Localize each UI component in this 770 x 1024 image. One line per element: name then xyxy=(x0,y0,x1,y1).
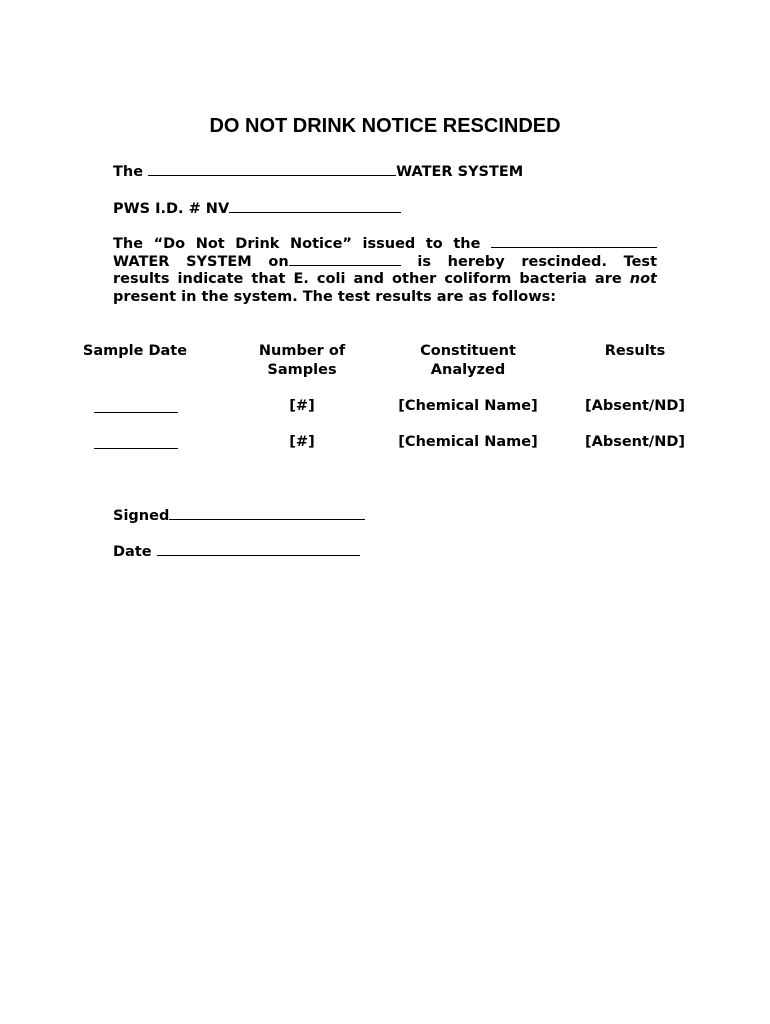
paragraph-row-4-text: present in the system. The test results are as follows: xyxy=(113,289,557,305)
paragraph-row-2-prefix: WATER SYSTEM on xyxy=(113,254,289,270)
row-1-result: [Absent/ND] xyxy=(584,398,686,414)
water-system-name-blank xyxy=(148,162,396,176)
rescind-paragraph xyxy=(113,234,657,306)
pws-id-blank xyxy=(229,199,401,213)
paragraph-row-2-suffix: is hereby rescinded. Test xyxy=(417,254,657,270)
pws-id-line xyxy=(113,199,401,218)
paragraph-row-3-prefix: results indicate that E. coli and other coliform bacteria are xyxy=(113,271,622,287)
row-1-number: [#] xyxy=(289,398,315,414)
date-line xyxy=(113,542,360,561)
header-sample-date: Sample Date xyxy=(82,343,188,359)
date-blank xyxy=(157,542,360,556)
date-label: Date xyxy=(113,544,152,560)
page-title: DO NOT DRINK NOTICE RESCINDED xyxy=(209,115,561,137)
issued-to-blank xyxy=(491,234,657,248)
paragraph-row-1-text: The “Do Not Drink Notice” issued to the xyxy=(113,236,481,252)
signed-line xyxy=(113,506,365,525)
paragraph-row-3 xyxy=(113,270,657,288)
water-system-suffix: WATER SYSTEM xyxy=(396,164,524,180)
water-system-prefix: The xyxy=(113,164,144,180)
header-number-line2: Samples xyxy=(267,362,337,378)
paragraph-row-4 xyxy=(113,288,657,306)
header-results: Results xyxy=(604,343,666,359)
rescind-date-blank xyxy=(289,252,401,266)
header-constituent-line1: Constituent xyxy=(420,343,516,359)
pws-id-label: PWS I.D. # NV xyxy=(113,201,230,217)
paragraph-emphasis: not xyxy=(629,271,657,287)
row-1-sample-date-blank xyxy=(94,412,178,413)
signed-label: Signed xyxy=(113,508,170,524)
row-2-sample-date-blank xyxy=(94,448,178,449)
water-system-line xyxy=(113,162,523,181)
row-1-constituent: [Chemical Name] xyxy=(398,398,538,414)
row-2-number: [#] xyxy=(289,434,315,450)
paragraph-row-2 xyxy=(113,252,657,270)
header-number-line1: Number of xyxy=(258,343,346,359)
signature-blank xyxy=(169,506,365,520)
paragraph-row-1 xyxy=(113,234,657,252)
header-constituent-line2: Analyzed xyxy=(430,362,506,378)
row-2-constituent: [Chemical Name] xyxy=(398,434,538,450)
row-2-result: [Absent/ND] xyxy=(584,434,686,450)
